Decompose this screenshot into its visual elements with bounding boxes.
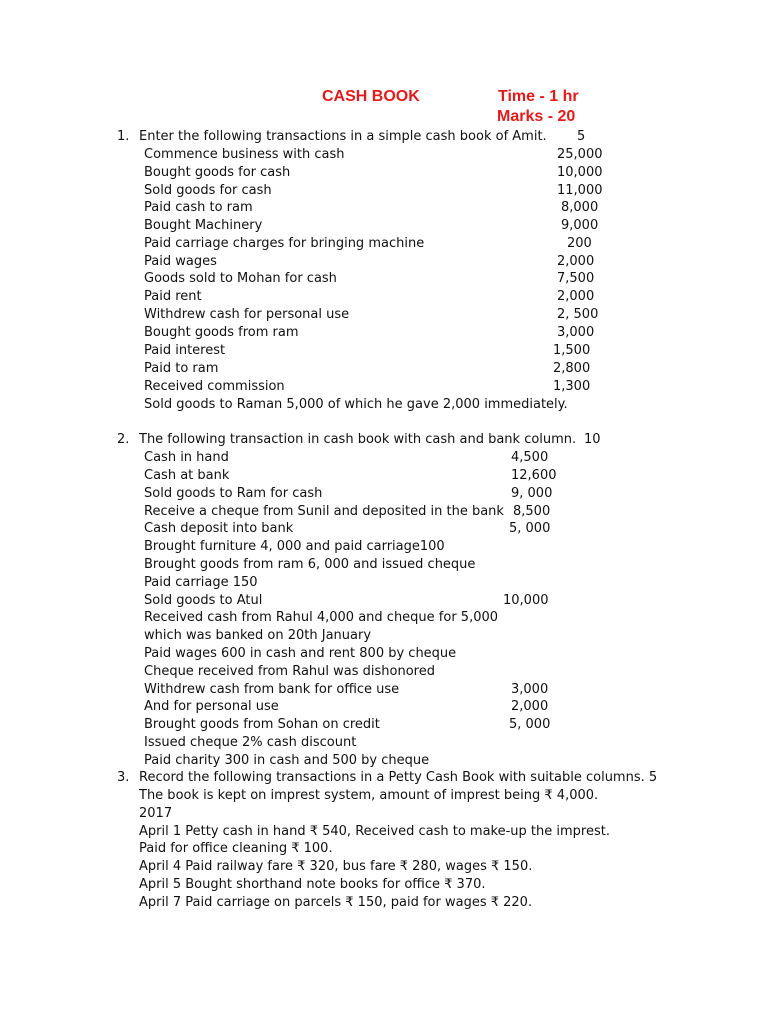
list-item: Withdrew cash from bank for office use bbox=[144, 682, 400, 697]
list-item-amount: 2,000 bbox=[557, 289, 595, 304]
list-item-amount: 12,600 bbox=[511, 468, 557, 483]
list-item: Brought goods from Sohan on credit bbox=[144, 717, 380, 732]
list-item-amount: 200 bbox=[567, 236, 592, 251]
list-item: April 5 Bought shorthand note books for office ₹ 370. bbox=[139, 877, 486, 892]
list-item-amount: 8,500 bbox=[513, 504, 551, 519]
list-item-amount: 3,000 bbox=[557, 325, 595, 340]
list-item: Cheque received from Rahul was dishonored bbox=[144, 664, 435, 679]
list-item: Paid wages bbox=[144, 254, 217, 269]
list-item: Paid carriage 150 bbox=[144, 575, 258, 590]
list-item: Commence business with cash bbox=[144, 147, 345, 162]
list-item-amount: 2, 500 bbox=[557, 307, 599, 322]
q2-prompt: The following transaction in cash book with cash and bank column. bbox=[139, 432, 577, 447]
list-item: Bought goods for cash bbox=[144, 165, 291, 180]
list-item: Paid interest bbox=[144, 343, 226, 358]
list-item-amount: 7,500 bbox=[557, 271, 595, 286]
list-item: Received cash from Rahul 4,000 and cheque for 5,000 bbox=[144, 610, 499, 625]
list-item: Paid to ram bbox=[144, 361, 219, 376]
list-item: Cash deposit into bank bbox=[144, 521, 294, 536]
q1-marks: 5 bbox=[577, 129, 586, 144]
list-item-amount: 25,000 bbox=[557, 147, 603, 162]
list-item: Withdrew cash for personal use bbox=[144, 307, 350, 322]
list-item-amount: 11,000 bbox=[557, 183, 603, 198]
time-label: Time - 1 hr bbox=[498, 88, 579, 105]
list-item: Bought Machinery bbox=[144, 218, 263, 233]
list-item-amount: 3,000 bbox=[511, 682, 549, 697]
list-item: 2017 bbox=[139, 806, 173, 821]
list-item-amount: 8,000 bbox=[561, 200, 599, 215]
list-item: Receive a cheque from Sunil and deposited in the bank bbox=[144, 504, 504, 519]
list-item: Paid charity 300 in cash and 500 by cheque bbox=[144, 753, 430, 768]
list-item-amount: 2,000 bbox=[511, 699, 549, 714]
list-item-amount: 5, 000 bbox=[509, 717, 551, 732]
list-item: Sold goods to Raman 5,000 of which he gave 2,000 immediately. bbox=[144, 397, 568, 412]
list-item: Sold goods for cash bbox=[144, 183, 272, 198]
list-item: Issued cheque 2% cash discount bbox=[144, 735, 357, 750]
q2-number: 2. bbox=[117, 432, 130, 447]
list-item: Paid rent bbox=[144, 289, 202, 304]
list-item: Brought goods from ram 6, 000 and issued cheque bbox=[144, 557, 476, 572]
list-item: Received commission bbox=[144, 379, 285, 394]
list-item: Brought furniture 4, 000 and paid carriage100 bbox=[144, 539, 445, 554]
list-item-amount: 4,500 bbox=[511, 450, 549, 465]
list-item: And for personal use bbox=[144, 699, 279, 714]
list-item: The book is kept on imprest system, amount of imprest being ₹ 4,000. bbox=[139, 788, 599, 803]
q3-prompt: Record the following transactions in a Petty Cash Book with suitable columns. 5 bbox=[139, 770, 658, 785]
list-item-amount: 10,000 bbox=[557, 165, 603, 180]
q1-prompt: Enter the following transactions in a simple cash book of Amit. bbox=[139, 129, 547, 144]
list-item: which was banked on 20th January bbox=[144, 628, 372, 643]
list-item: April 7 Paid carriage on parcels ₹ 150, paid for wages ₹ 220. bbox=[139, 895, 533, 910]
list-item-amount: 5, 000 bbox=[509, 521, 551, 536]
list-item: April 4 Paid railway fare ₹ 320, bus fare ₹ 280, wages ₹ 150. bbox=[139, 859, 533, 874]
q3-number: 3. bbox=[117, 770, 130, 785]
list-item-amount: 9,000 bbox=[561, 218, 599, 233]
list-item: Sold goods to Ram for cash bbox=[144, 486, 323, 501]
marks-label: Marks - 20 bbox=[497, 108, 576, 125]
list-item: Cash in hand bbox=[144, 450, 229, 465]
q1-number: 1. bbox=[117, 129, 130, 144]
list-item-amount: 2,000 bbox=[557, 254, 595, 269]
list-item-amount: 1,300 bbox=[553, 379, 591, 394]
q2-marks: 10 bbox=[584, 432, 601, 447]
list-item: Bought goods from ram bbox=[144, 325, 299, 340]
page-title: CASH BOOK bbox=[322, 88, 420, 105]
list-item-amount: 9, 000 bbox=[511, 486, 553, 501]
list-item-amount: 1,500 bbox=[553, 343, 591, 358]
list-item: Paid cash to ram bbox=[144, 200, 253, 215]
list-item: April 1 Petty cash in hand ₹ 540, Received cash to make-up the imprest. bbox=[139, 824, 610, 839]
list-item: Paid carriage charges for bringing machine bbox=[144, 236, 425, 251]
list-item: Sold goods to Atul bbox=[144, 593, 263, 608]
list-item-amount: 10,000 bbox=[503, 593, 549, 608]
list-item: Paid for office cleaning ₹ 100. bbox=[139, 841, 333, 856]
list-item-amount: 2,800 bbox=[553, 361, 591, 376]
list-item: Cash at bank bbox=[144, 468, 230, 483]
list-item: Paid wages 600 in cash and rent 800 by cheque bbox=[144, 646, 457, 661]
list-item: Goods sold to Mohan for cash bbox=[144, 271, 337, 286]
